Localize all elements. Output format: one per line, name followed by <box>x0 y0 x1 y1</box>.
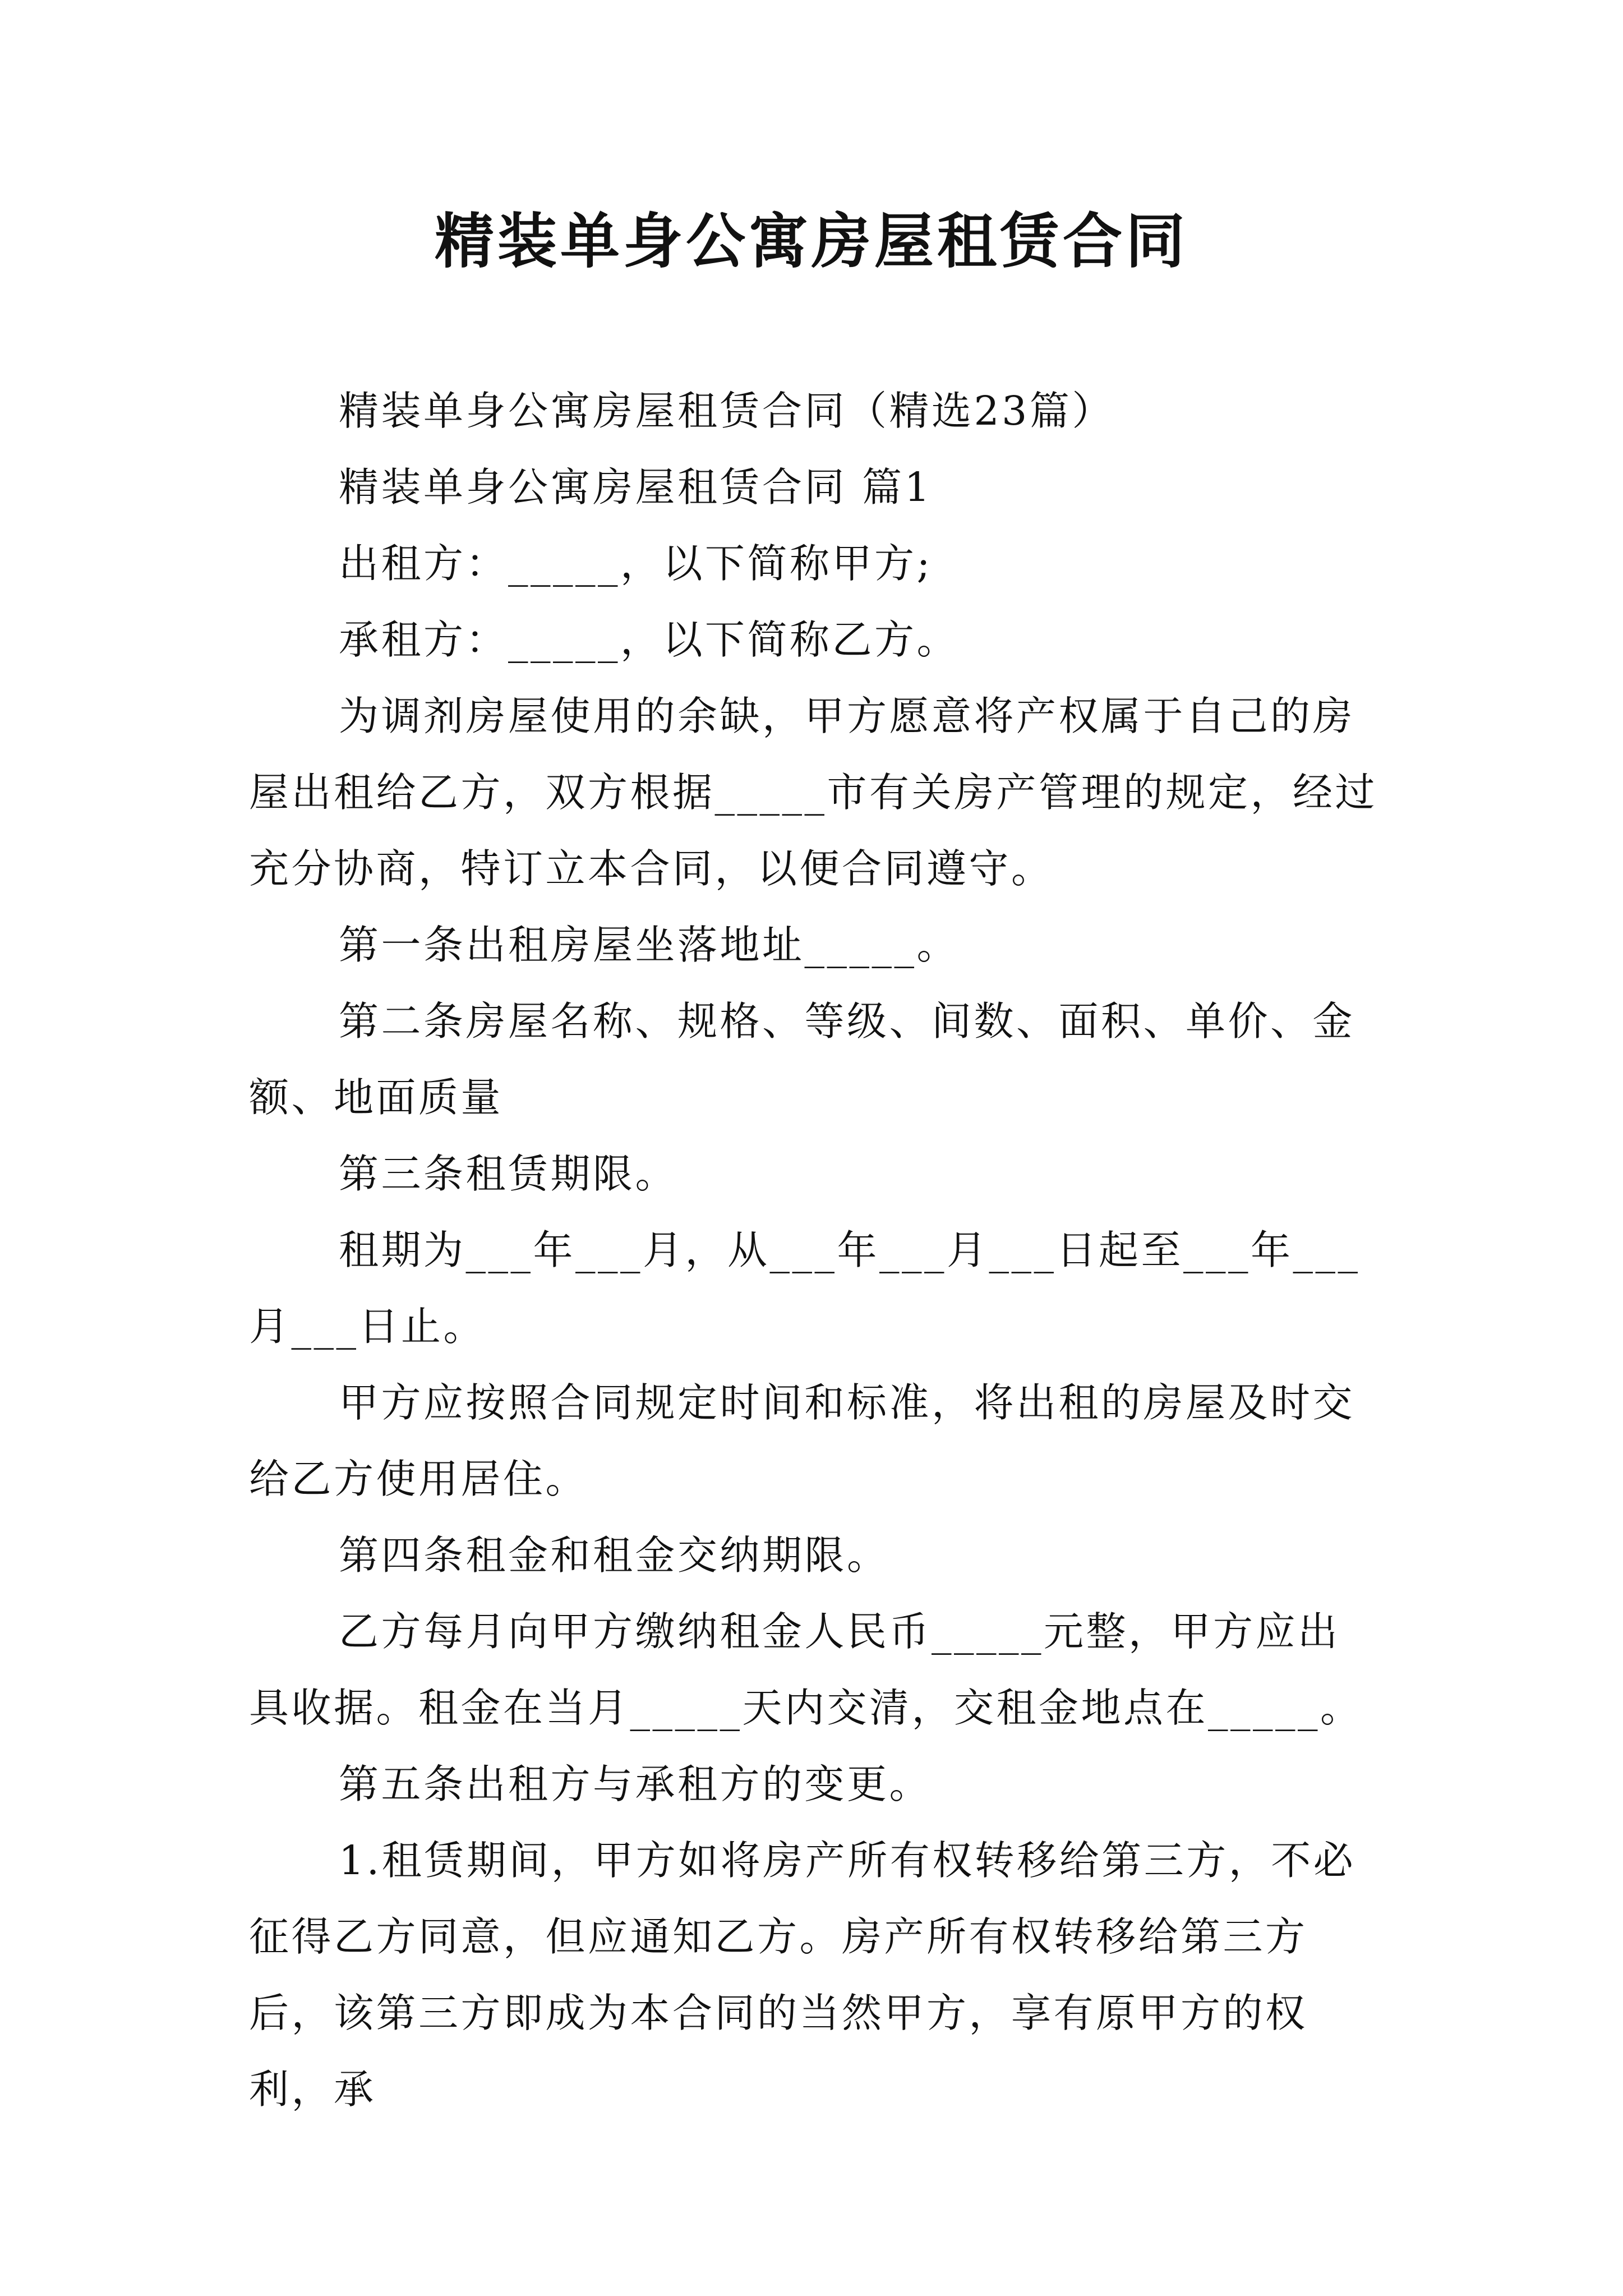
paragraph-clause-1: 1.租赁期间，甲方如将房产所有权转移给第三方，不必征得乙方同意，但应通知乙方。房产所有权转移给第三方后，该第三方即成为本合同的当然甲方，享有原甲方的权利，承 <box>249 1837 1356 2113</box>
document-body <box>249 373 1382 2128</box>
document-title: 精装单身公寓房屋租赁合同 <box>435 206 1188 276</box>
paragraph-article-2: 第二条房屋名称、规格、等级、间数、面积、单价、金额、地面质量 <box>249 998 1355 1121</box>
paragraph-rent: 乙方每月向甲方缴纳租金人民币_____元整，甲方应出具收据。租金在当月_____天内交清，交租金地点在_____。 <box>249 1608 1363 1731</box>
paragraph-article-1: 第一条出租房屋坐落地址_____。 <box>339 922 960 968</box>
paragraph-subtitle: 精装单身公寓房屋租赁合同（精选23篇） <box>339 388 1114 434</box>
paragraph-preamble: 为调剂房屋使用的余缺，甲方愿意将产权属于自己的房屋出租给乙方，双方根据_____市有关房产管理的规定，经过充分协商，特订立本合同，以便合同遵守。 <box>249 693 1378 892</box>
paragraph-lessor: 出租方：_____，以下简称甲方; <box>339 540 933 587</box>
paragraph-article-3: 第三条租赁期限。 <box>339 1151 678 1197</box>
paragraph-lessee: 承租方：_____，以下简称乙方。 <box>339 616 960 663</box>
paragraph-section-heading: 精装单身公寓房屋租赁合同 篇1 <box>339 464 933 510</box>
paragraph-article-5: 第五条出租方与承租方的变更。 <box>339 1761 932 1807</box>
paragraph-delivery: 甲方应按照合同规定时间和标准，将出租的房屋及时交给乙方使用居住。 <box>249 1379 1355 1502</box>
paragraph-article-4: 第四条租金和租金交纳期限。 <box>339 1532 889 1579</box>
paragraph-lease-term: 租期为___年___月，从___年___月___日起至___年___月___日止。 <box>249 1227 1361 1350</box>
